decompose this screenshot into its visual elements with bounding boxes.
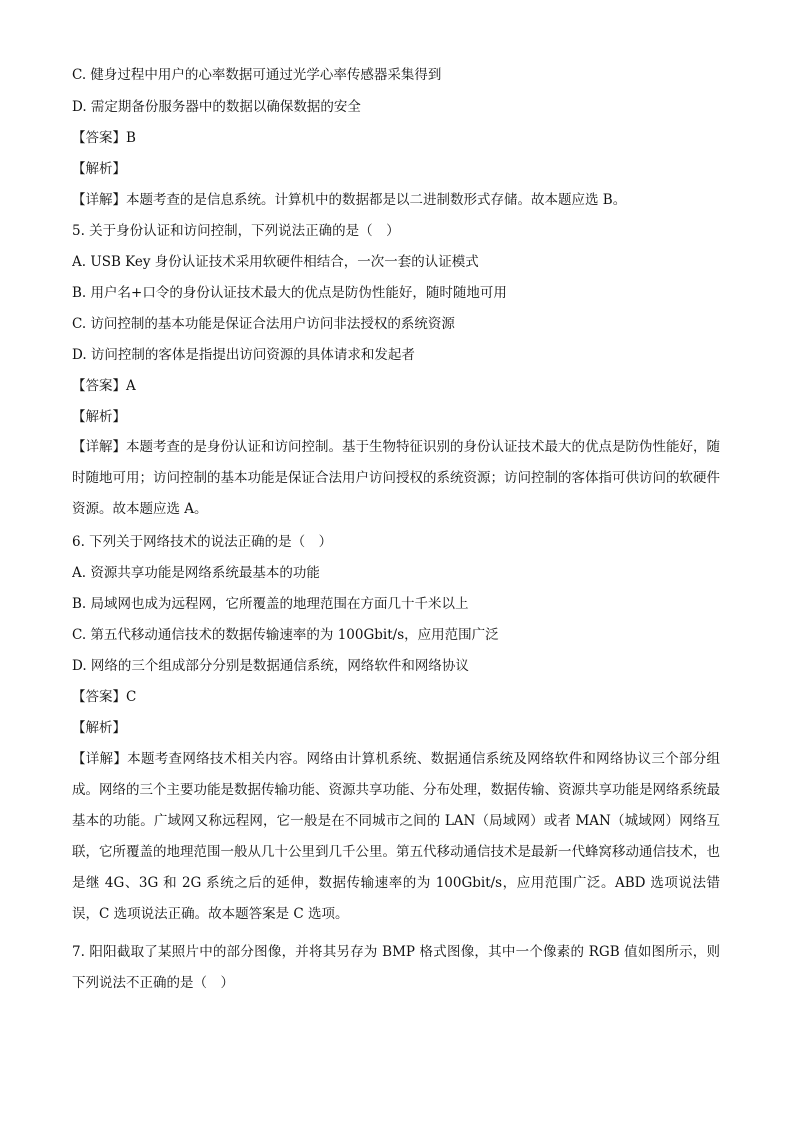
q7-stem: 7. 阳阳截取了某照片中的部分图像，并将其另存为 BMP 格式图像，其中一个像素的 RGB 值如图所示，则下列说法不正确的是（ ）	[72, 944, 720, 991]
q5-stem: 5. 关于身份认证和访问控制，下列说法正确的是（ ）	[72, 223, 400, 239]
q6-answer: 【答案】C	[72, 689, 137, 705]
q4-answer: 【答案】B	[72, 130, 136, 146]
q6-stem: 6. 下列关于网络技术的说法正确的是（ ）	[72, 534, 333, 550]
q4-detail: 【详解】本题考查的是信息系统。计算机中的数据都是以二进制数形式存储。故本题应选 B。	[72, 192, 627, 208]
q4-option-c: C. 健身过程中用户的心率数据可通过光学心率传感器采集得到	[72, 67, 442, 83]
q5-option-c: C. 访问控制的基本功能是保证合法用户访问非法授权的系统资源	[72, 316, 455, 332]
q6-option-a: A. 资源共享功能是网络系统最基本的功能	[72, 565, 320, 581]
q5-answer: 【答案】A	[72, 378, 136, 394]
q6-analysis-label: 【解析】	[72, 720, 126, 736]
q5-option-b: B. 用户名+口令的身份认证技术最大的优点是防伪性能好，随时随地可用	[72, 285, 507, 301]
q5-option-d: D. 访问控制的客体是指提出访问资源的具体请求和发起者	[72, 347, 415, 363]
q6-option-d: D. 网络的三个组成部分分别是数据通信系统，网络软件和网络协议	[72, 658, 469, 674]
q6-option-c: C. 第五代移动通信技术的数据传输速率的为 100Gbit/s，应用范围广泛	[72, 627, 499, 643]
q4-option-d: D. 需定期备份服务器中的数据以确保数据的安全	[72, 99, 361, 115]
q6-detail: 【详解】本题考查网络技术相关内容。网络由计算机系统、数据通信系统及网络软件和网络协议三个部分组成。网络的三个主要功能是数据传输功能、资源共享功能、分布处理，数据传输、资源共享功能是网络系统最基本的功能。广域网又称远程网，它一般是在不同城市之间的 LAN（局域网）或者 MAN（城域网）网络互联，它所覆盖的地理范围一般从几十公里到几千公里。第五代移动通信技术是最新一代蜂窝移动通信技术，也是继 4G、3G 和 2G 系统之后的延伸，数据传输速率的为 100Gbit/s，应用范围广泛。ABD 选项说法错误，C 选项说法正确。故本题答案是 C 选项。	[72, 751, 720, 922]
q5-analysis-label: 【解析】	[72, 409, 126, 425]
q5-option-a: A. USB Key 身份认证技术采用软硬件相结合，一次一套的认证模式	[72, 254, 479, 270]
q4-analysis-label: 【解析】	[72, 161, 126, 177]
q6-option-b: B. 局域网也成为远程网，它所覆盖的地理范围在方面几十千米以上	[72, 596, 469, 612]
q5-detail: 【详解】本题考查的是身份认证和访问控制。基于生物特征识别的身份认证技术最大的优点是防伪性能好，随时随地可用；访问控制的基本功能是保证合法用户访问授权的系统资源；访问控制的客体指可供访问的软硬件资源。故本题应选 A。	[72, 439, 720, 517]
